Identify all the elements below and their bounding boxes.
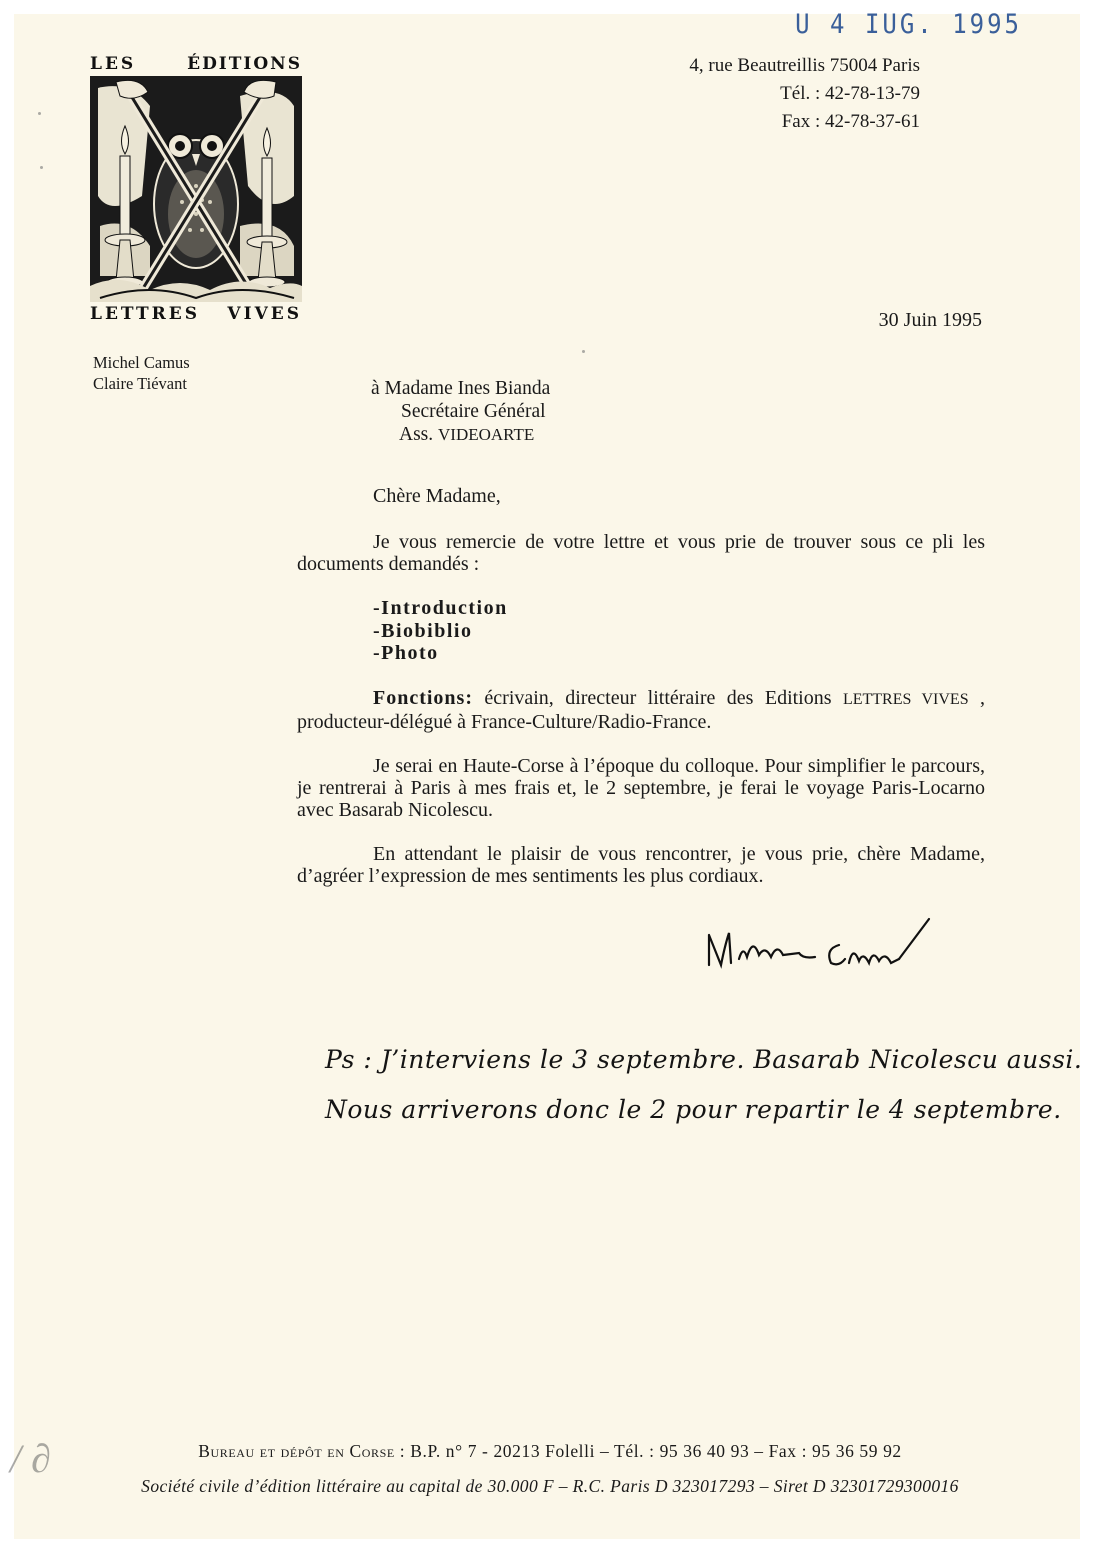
director-name: Michel Camus [93,353,190,372]
logo-les: LES [90,54,137,74]
postscript-line: Ps : J’interviens le 3 septembre. Basarab Nicolescu aussi. [325,1045,1083,1074]
paper-speck [38,112,41,115]
director-name: Claire Tiévant [93,374,187,393]
logo-editions: ÉDITIONS [187,54,302,74]
paper-speck [582,350,585,353]
footer-office-label: Bureau et dépôt en Corse [198,1441,395,1461]
received-date-stamp: U 4 IUG. 1995 [795,8,1022,40]
street-address: 4, rue Beautreillis 75004 Paris [689,55,920,76]
documents-list [373,597,985,665]
logo-vives: VIVES [227,304,302,324]
footer-legal: Société civile d’édition littéraire au capital de 30.000 F – R.C. Paris D 323017293 – Siret D 32301729300016 [141,1476,959,1496]
logo-top-text [90,54,302,74]
salutation: Chère Madame, [373,485,501,507]
paragraph-closing: En attendant le plaisir de vous rencontrer, je vous prie, chère Madame, d’agréer l’expression de mes sentiments les plus cordiaux. [297,842,985,887]
list-item: -Photo [373,642,439,664]
footer-office [0,1441,1100,1462]
letter-body [297,485,985,909]
handwritten-signature [703,915,943,975]
fax: Fax : 42-78-37-61 [781,111,920,132]
letter-date: 30 Juin 1995 [878,309,982,331]
recipient-organisation [371,423,550,446]
functions-publisher: LETTRES VIVES [842,690,969,708]
organisation-name: VIDEOARTE [438,425,535,444]
recipient-title: Secrétaire Général [401,401,546,422]
handwritten-postscript [325,1035,1082,1135]
owl-candles-engraving-icon [90,76,302,302]
recipient-block [371,377,550,446]
telephone: Tél. : 42-78-13-79 [780,83,920,104]
paragraph-functions [297,687,985,733]
logo-lettres: LETTRES [90,304,200,324]
directors-list [93,352,190,394]
footer-office-details: : B.P. n° 7 - 20213 Folelli – Tél. : 95 36 40 93 – Fax : 95 36 59 92 [394,1441,902,1461]
paper-speck [40,166,43,169]
functions-text-b: , producteur-délégué à France-Culture/Radio-France. [297,686,985,733]
paragraph-documents: Je vous remercie de votre lettre et vous prie de trouver sous ce pli les documents demandés : [297,531,985,575]
publisher-address [689,52,920,136]
functions-text-a: écrivain, directeur littéraire des Editions [473,686,843,709]
functions-label: Fonctions: [373,686,473,709]
paragraph-travel: Je serai en Haute-Corse à l’époque du colloque. Pour simplifier le parcours, je rentrerai à Paris à mes frais et, le 2 septembre, je ferai le voyage Paris-Locarno avec Basarab Nicolescu. [297,754,985,821]
publisher-logo [90,54,302,324]
recipient-name: à Madame Ines Bianda [371,378,551,399]
organisation-prefix: Ass. [399,424,434,445]
postscript-line: Nous arriverons donc le 2 pour repartir le 4 septembre. [325,1095,1062,1124]
list-item: -Biobiblio [373,619,473,642]
margin-pencil-mark: / ∂ [10,1436,51,1481]
logo-bottom-text [90,304,302,324]
list-item: -Introduction [373,597,508,619]
